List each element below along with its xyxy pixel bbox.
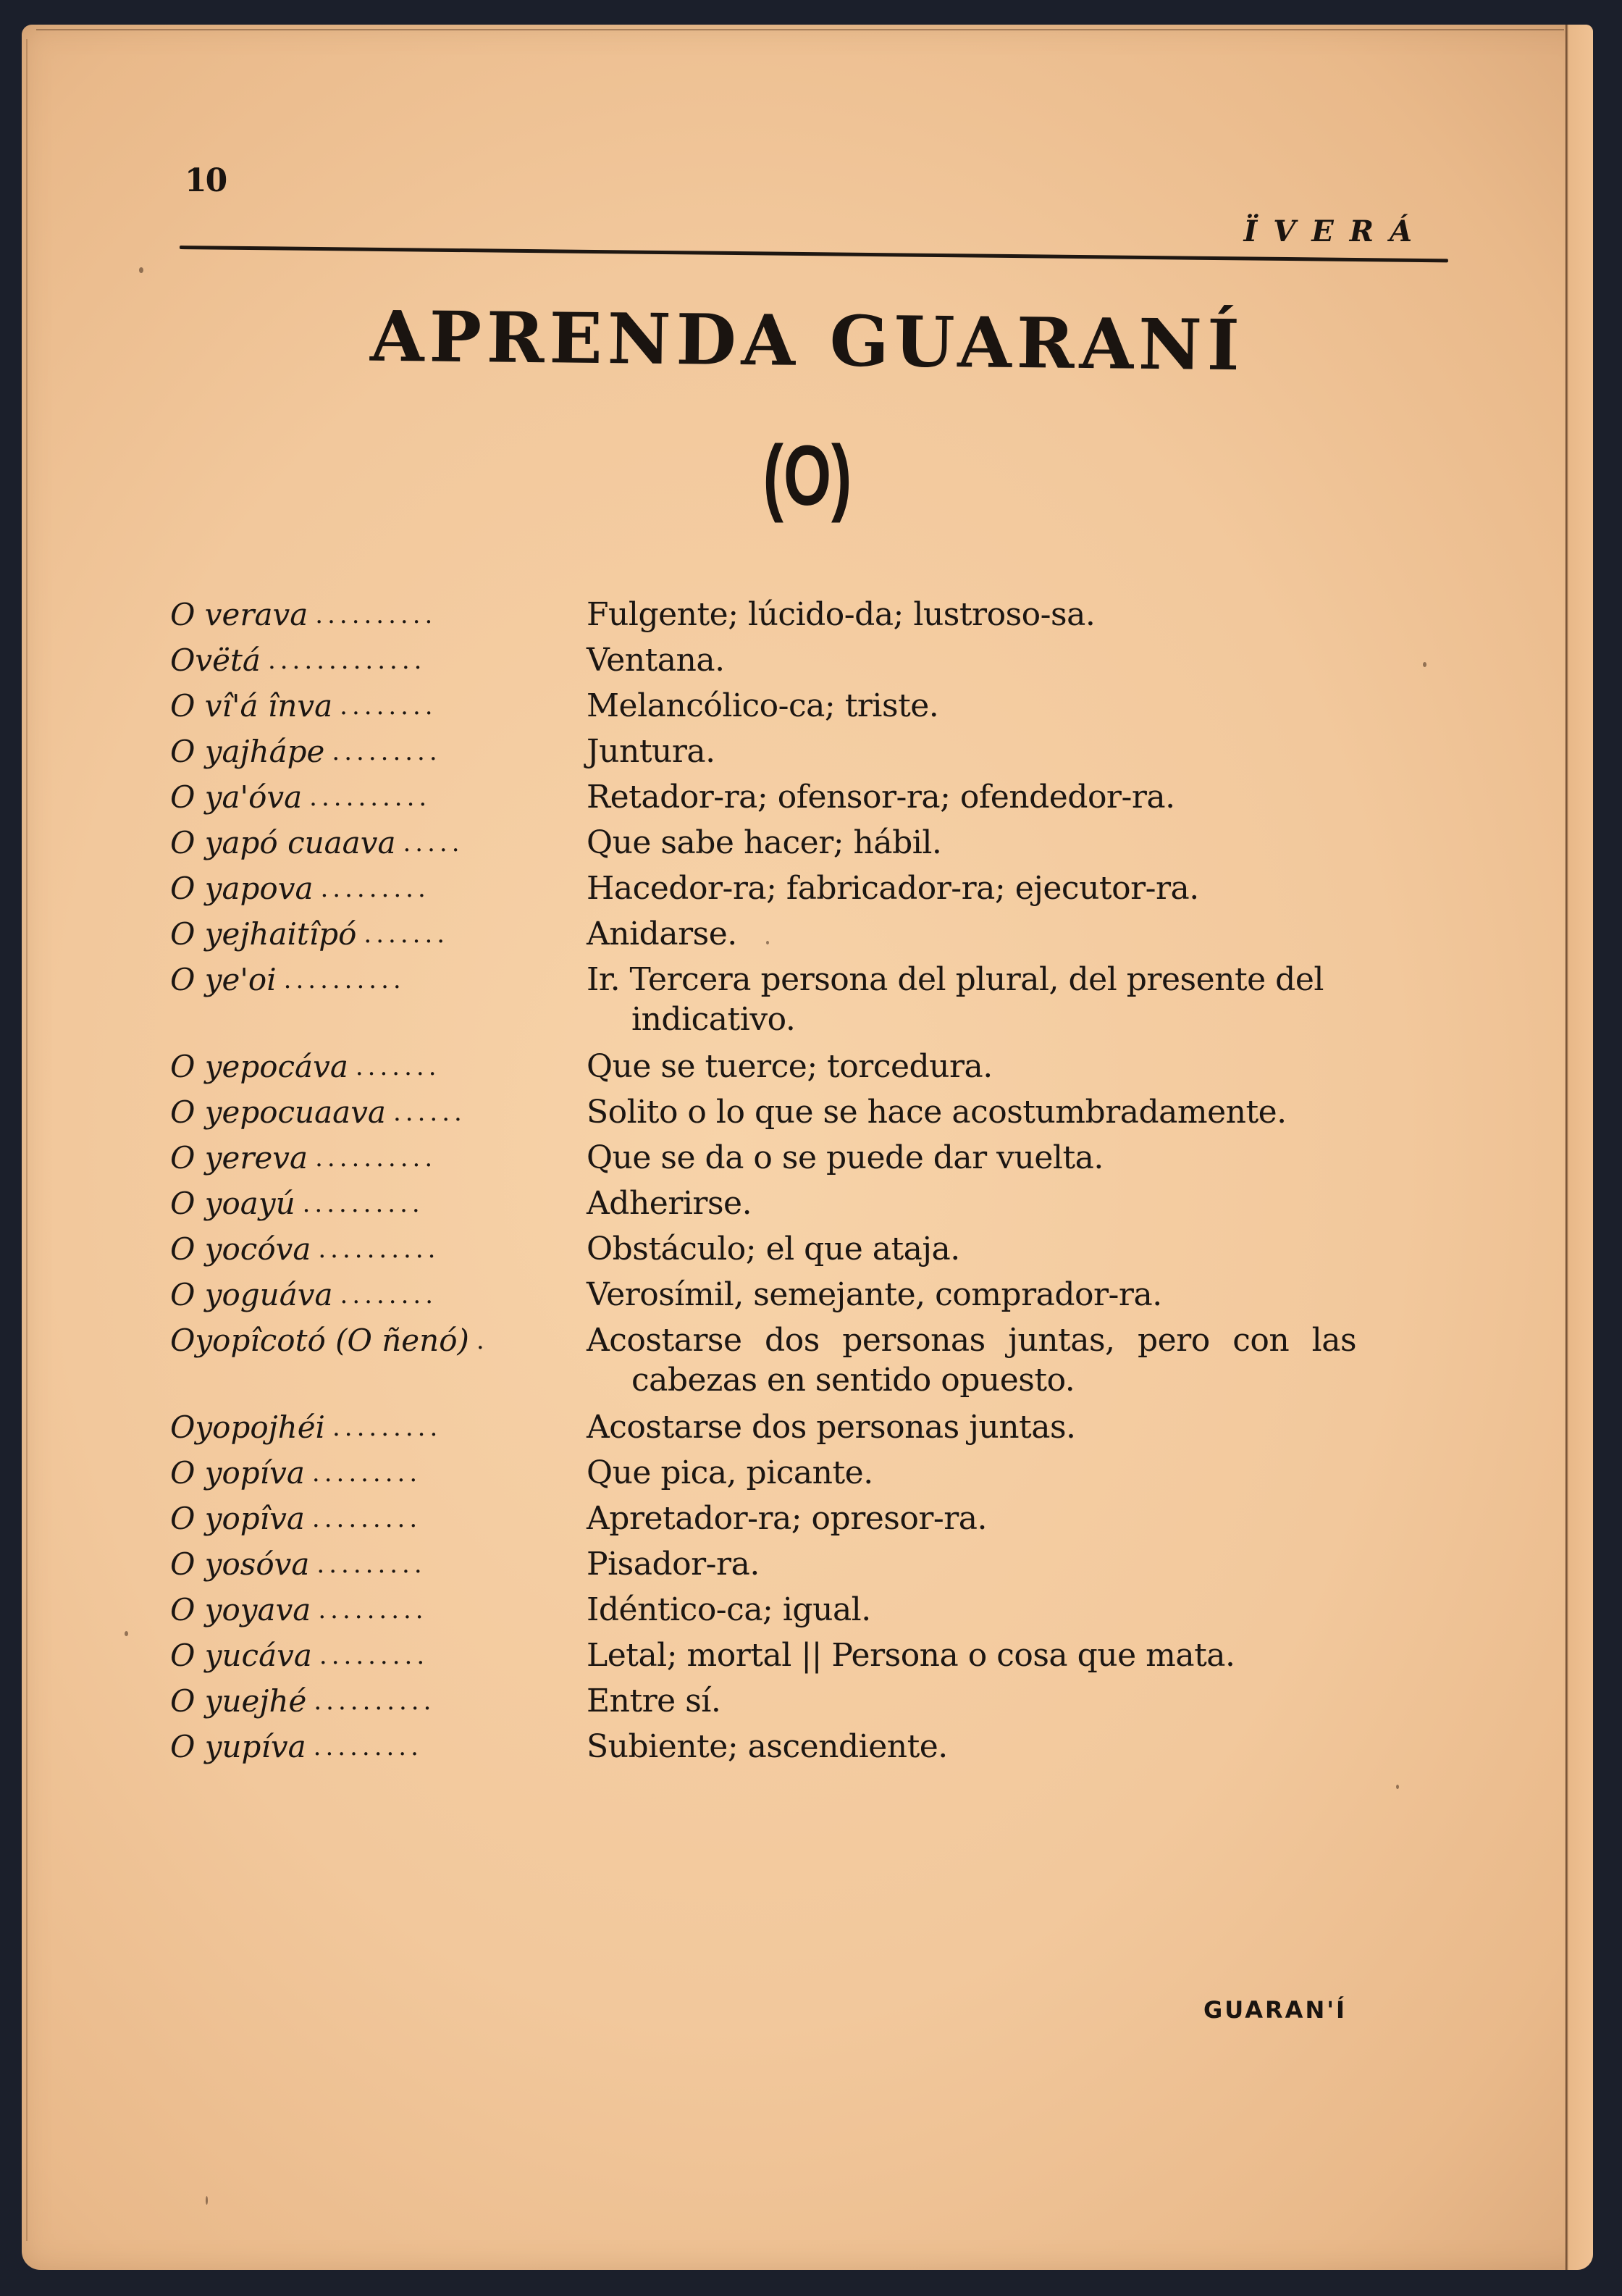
headword: O ye'oi (170, 962, 277, 997)
headword: O yepocuaava (170, 1094, 386, 1130)
headword: O yoayú (170, 1186, 295, 1221)
headword: O ya'óva (170, 779, 303, 815)
definition: Que pica, picante. (587, 1454, 873, 1491)
dot-leader: .......... (302, 1189, 424, 1218)
headword: O yoyava (170, 1592, 311, 1627)
headword: O yajhápe (170, 734, 325, 769)
glossary-entry (170, 913, 1445, 958)
definition: Pisador-ra. (587, 1546, 760, 1583)
section-letter-heading: (O) (762, 428, 852, 524)
page-number: 10 (185, 162, 227, 199)
glossary-entry (170, 958, 1445, 1045)
glossary-entry (170, 1319, 1445, 1406)
glossary-entry (170, 1634, 1445, 1680)
glossary-entry (170, 1273, 1445, 1319)
definition-continuation: indicativo. (631, 1001, 796, 1038)
dot-leader: ..... (403, 829, 464, 858)
definition: Acostarse dos personas juntas, pero con las (587, 1322, 1357, 1359)
definition: Idéntico-ca; igual. (587, 1591, 871, 1628)
definition: Melancólico-ca; triste. (587, 687, 939, 724)
headword: O yopíva (170, 1455, 305, 1491)
glossary-entry (170, 1451, 1445, 1497)
headword: Oyopojhéi (170, 1409, 325, 1445)
definition: Juntura. (587, 733, 715, 770)
glossary-entry (170, 1680, 1445, 1725)
definition: Anidarse. (587, 916, 737, 952)
glossary-entry (170, 639, 1445, 684)
glossary-entry (170, 1228, 1445, 1273)
glossary-entry (170, 1725, 1445, 1771)
dot-leader: ......... (316, 1550, 426, 1579)
dot-leader: ...... (392, 1098, 466, 1127)
paper-fleck (1423, 662, 1426, 667)
glossary-entry (170, 867, 1445, 913)
headword: O vî'á înva (170, 688, 333, 724)
definition: Retador-ra; ofensor-ra; ofendedor-ra. (587, 779, 1175, 816)
running-head: ÏVERÁ (1243, 214, 1428, 248)
dot-leader: ....... (364, 920, 450, 949)
glossary-entry (170, 1543, 1445, 1588)
page-top-edge (36, 29, 1564, 30)
book-page (22, 25, 1593, 2270)
dot-leader: .......... (315, 1144, 437, 1173)
headword: O yapova (170, 871, 314, 906)
dot-leader: ............. (267, 646, 426, 675)
definition: Ir. Tercera persona del plural, del presente del (587, 961, 1324, 998)
definition: Que se tuerce; torcedura. (587, 1048, 993, 1085)
dot-leader: ......... (313, 1733, 423, 1761)
glossary-entry (170, 684, 1445, 730)
dot-leader: .......... (283, 965, 406, 994)
dot-leader: .......... (315, 600, 437, 629)
dot-leader: ........ (340, 1281, 438, 1310)
headword: O yapó cuaava (170, 825, 396, 860)
dot-leader: .......... (309, 783, 432, 812)
glossary-entry (170, 1182, 1445, 1228)
glossary-entry (170, 730, 1445, 776)
headword: O yoguáva (170, 1277, 333, 1312)
page-title: APRENDA GUARANÍ (369, 295, 1245, 387)
headword: Ovëtá (170, 642, 261, 678)
glossary-entry (170, 1588, 1445, 1634)
glossary-entry (170, 1045, 1445, 1091)
dot-leader: .......... (318, 1235, 440, 1264)
glossary-entry (170, 1136, 1445, 1182)
dot-leader: ....... (355, 1052, 441, 1081)
paper-fleck (125, 1631, 128, 1636)
dot-leader: ......... (311, 1459, 422, 1488)
definition: Adherirse. (587, 1185, 752, 1222)
paper-fleck (139, 267, 143, 273)
dot-leader: ........ (340, 692, 437, 721)
headword: O yosóva (170, 1546, 310, 1582)
headword: O yereva (170, 1140, 308, 1176)
glossary-entry (170, 1406, 1445, 1451)
headword: O yuejhé (170, 1683, 307, 1719)
paper-fleck (766, 941, 769, 944)
footer-section-mark: GUARAN'Í (1203, 1996, 1347, 2024)
dot-leader: ......... (318, 1596, 428, 1625)
glossary-entry (170, 1091, 1445, 1136)
paper-fleck (206, 2196, 208, 2205)
headword: O yepocáva (170, 1049, 348, 1084)
definition: Letal; mortal || Persona o cosa que mata. (587, 1637, 1235, 1674)
dot-leader: ......... (332, 737, 442, 766)
definition: Subiente; ascendiente. (587, 1728, 948, 1765)
glossary-entry (170, 821, 1445, 867)
glossary-entry (170, 776, 1445, 821)
definition: Verosímil, semejante, comprador-ra. (587, 1276, 1162, 1313)
headword: O yucáva (170, 1638, 312, 1673)
glossary-entry (170, 1497, 1445, 1543)
definition-continuation: cabezas en sentido opuesto. (631, 1362, 1075, 1399)
headword: O yocóva (170, 1231, 311, 1267)
dot-leader: ......... (320, 874, 430, 903)
headword: O yejhaitîpó (170, 916, 357, 952)
dot-leader: ......... (311, 1504, 422, 1533)
dot-leader: ......... (319, 1641, 429, 1670)
headword: O yupíva (170, 1729, 306, 1764)
headword: O verava (170, 597, 308, 632)
dot-leader: .......... (314, 1687, 436, 1716)
definition: Solito o lo que se hace acostumbradamente. (587, 1094, 1287, 1131)
definition: Obstáculo; el que ataja. (587, 1231, 960, 1268)
definition: Apretador-ra; opresor-ra. (587, 1500, 988, 1537)
definition: Entre sí. (587, 1683, 721, 1719)
definition: Hacedor-ra; fabricador-ra; ejecutor-ra. (587, 870, 1199, 907)
paper-fleck (1396, 1785, 1399, 1789)
headword: Oyopîcotó (O ñenó) (170, 1323, 469, 1358)
headword: O yopîva (170, 1501, 305, 1536)
glossary-list (170, 593, 1445, 1771)
glossary-entry (170, 593, 1445, 639)
definition: Ventana. (587, 642, 725, 679)
dot-leader: ......... (332, 1413, 442, 1442)
definition: Fulgente; lúcido-da; lustroso-sa. (587, 596, 1096, 633)
dot-leader: . (476, 1326, 489, 1355)
definition: Que se da o se puede dar vuelta. (587, 1139, 1104, 1176)
definition: Que sabe hacer; hábil. (587, 824, 942, 861)
definition: Acostarse dos personas juntas. (587, 1409, 1076, 1446)
